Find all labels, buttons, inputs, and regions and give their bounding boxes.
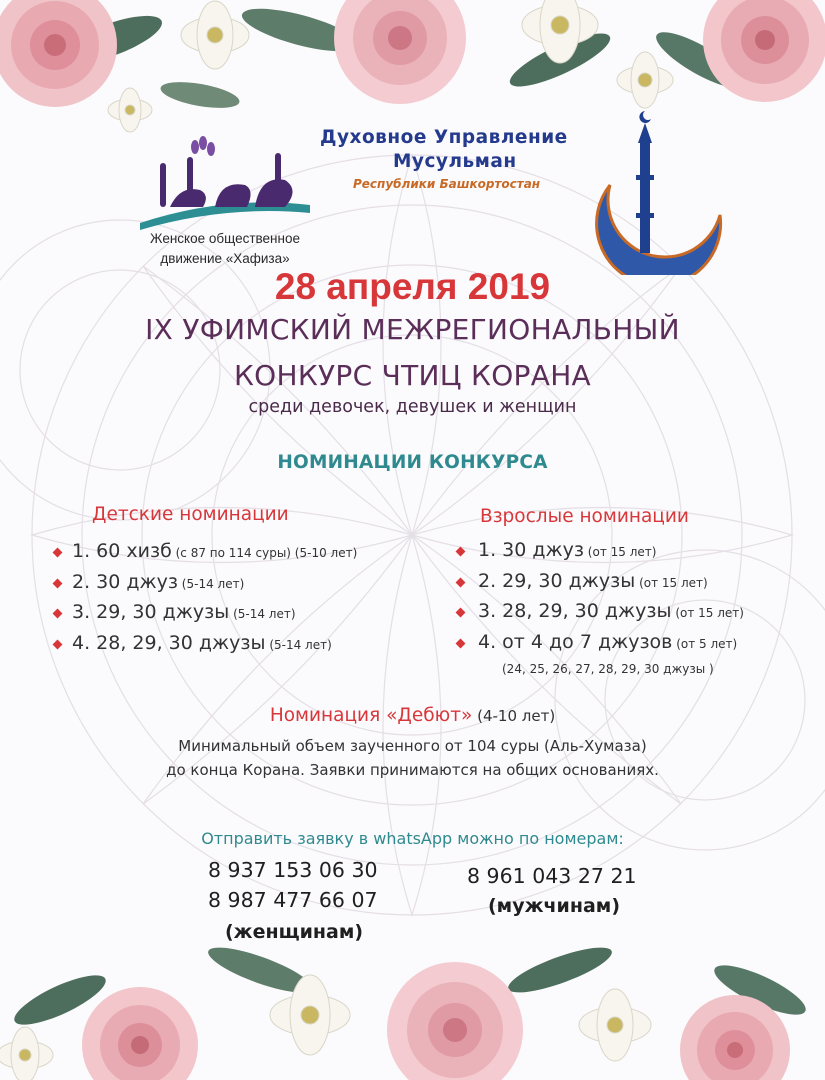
- whatsapp-note: Отправить заявку в whatsApp можно по номерам:: [201, 829, 624, 848]
- women-phone-2[interactable]: 8 987 477 66 07: [208, 888, 378, 912]
- debut-text-line1: Минимальный объем заученного от 104 суры (Аль-Хумаза): [178, 737, 647, 755]
- nomination-note: (от 5 лет): [672, 636, 738, 651]
- nomination-label: 2. 29, 30 джузы: [478, 569, 636, 592]
- hafiza-emblem-icon: [135, 135, 315, 230]
- bottom-flower-border: [0, 930, 825, 1080]
- nomination-label: 2. 30 джуз: [72, 570, 178, 593]
- rose-icon: [0, 0, 117, 107]
- dum-title-line3: Республики Башкортостан: [353, 177, 541, 191]
- rose-icon: [387, 962, 523, 1080]
- women-label: (женщинам): [225, 921, 364, 943]
- nomination-note: (от 15 лет): [671, 606, 744, 620]
- dum-title-line2: Мусульман: [393, 151, 517, 172]
- hafiza-caption-line1: Женское общественное: [150, 231, 300, 246]
- debut-text-line2: до конца Корана. Заявки принимаются на общих основаниях.: [166, 761, 659, 779]
- event-title-line2: КОНКУРС ЧТИЦ КОРАНА: [234, 359, 591, 392]
- event-subtitle: среди девочек, девушек и женщин: [248, 397, 577, 417]
- rose-icon: [334, 0, 466, 104]
- nomination-label: 1. 60 хизб: [72, 540, 172, 562]
- adults-nominations-heading: Взрослые номинации: [480, 506, 689, 527]
- debut-title: Номинация «Дебют»: [269, 705, 473, 726]
- adults-extra-note: (24, 25, 26, 27, 28, 29, 30 джузы ): [502, 662, 714, 676]
- men-label: (мужчинам): [488, 895, 621, 917]
- dum-title-line1: Духовное Управление: [320, 127, 568, 148]
- nominations-heading: НОМИНАЦИИ КОНКУРСА: [277, 452, 548, 473]
- men-phone-1[interactable]: 8 961 043 27 21: [467, 864, 637, 888]
- debut-heading: [0, 705, 825, 726]
- nomination-label: 4. от 4 до 7 джузов: [478, 630, 673, 653]
- nomination-note: (с 87 по 114 суры) (5-10 лет): [171, 546, 358, 560]
- rose-icon: [82, 987, 198, 1080]
- women-phone-1[interactable]: 8 937 153 06 30: [208, 858, 378, 882]
- rose-icon: [703, 0, 825, 102]
- nomination-note: (5-14 лет): [265, 637, 332, 652]
- debut-age: (4-10 лет): [472, 707, 556, 725]
- nomination-label: 3. 29, 30 джузы: [72, 601, 230, 623]
- kids-nominations-heading: Детские номинации: [92, 504, 289, 525]
- event-title-line1: IX УФИМСКИЙ МЕЖРЕГИОНАЛЬНЫЙ: [145, 313, 680, 346]
- nomination-note: (5-14 лет): [229, 607, 296, 621]
- event-date: 28 апреля 2019: [274, 266, 551, 307]
- lavender-icon: [191, 136, 215, 156]
- nomination-label: 4. 28, 29, 30 джузы: [72, 631, 266, 654]
- nomination-label: 3. 28, 29, 30 джузы: [478, 600, 672, 622]
- nomination-note: (от 15 лет): [635, 575, 708, 590]
- hafiza-logo: [135, 135, 315, 270]
- nomination-note: (5-14 лет): [177, 576, 245, 591]
- crescent-minaret-icon: [595, 105, 725, 275]
- hafiza-caption-line2: движение «Хафиза»: [160, 251, 290, 266]
- nomination-note: (от 15 лет): [583, 545, 657, 559]
- dum-logo: [315, 105, 725, 275]
- nomination-label: 1. 30 джуз: [478, 539, 584, 561]
